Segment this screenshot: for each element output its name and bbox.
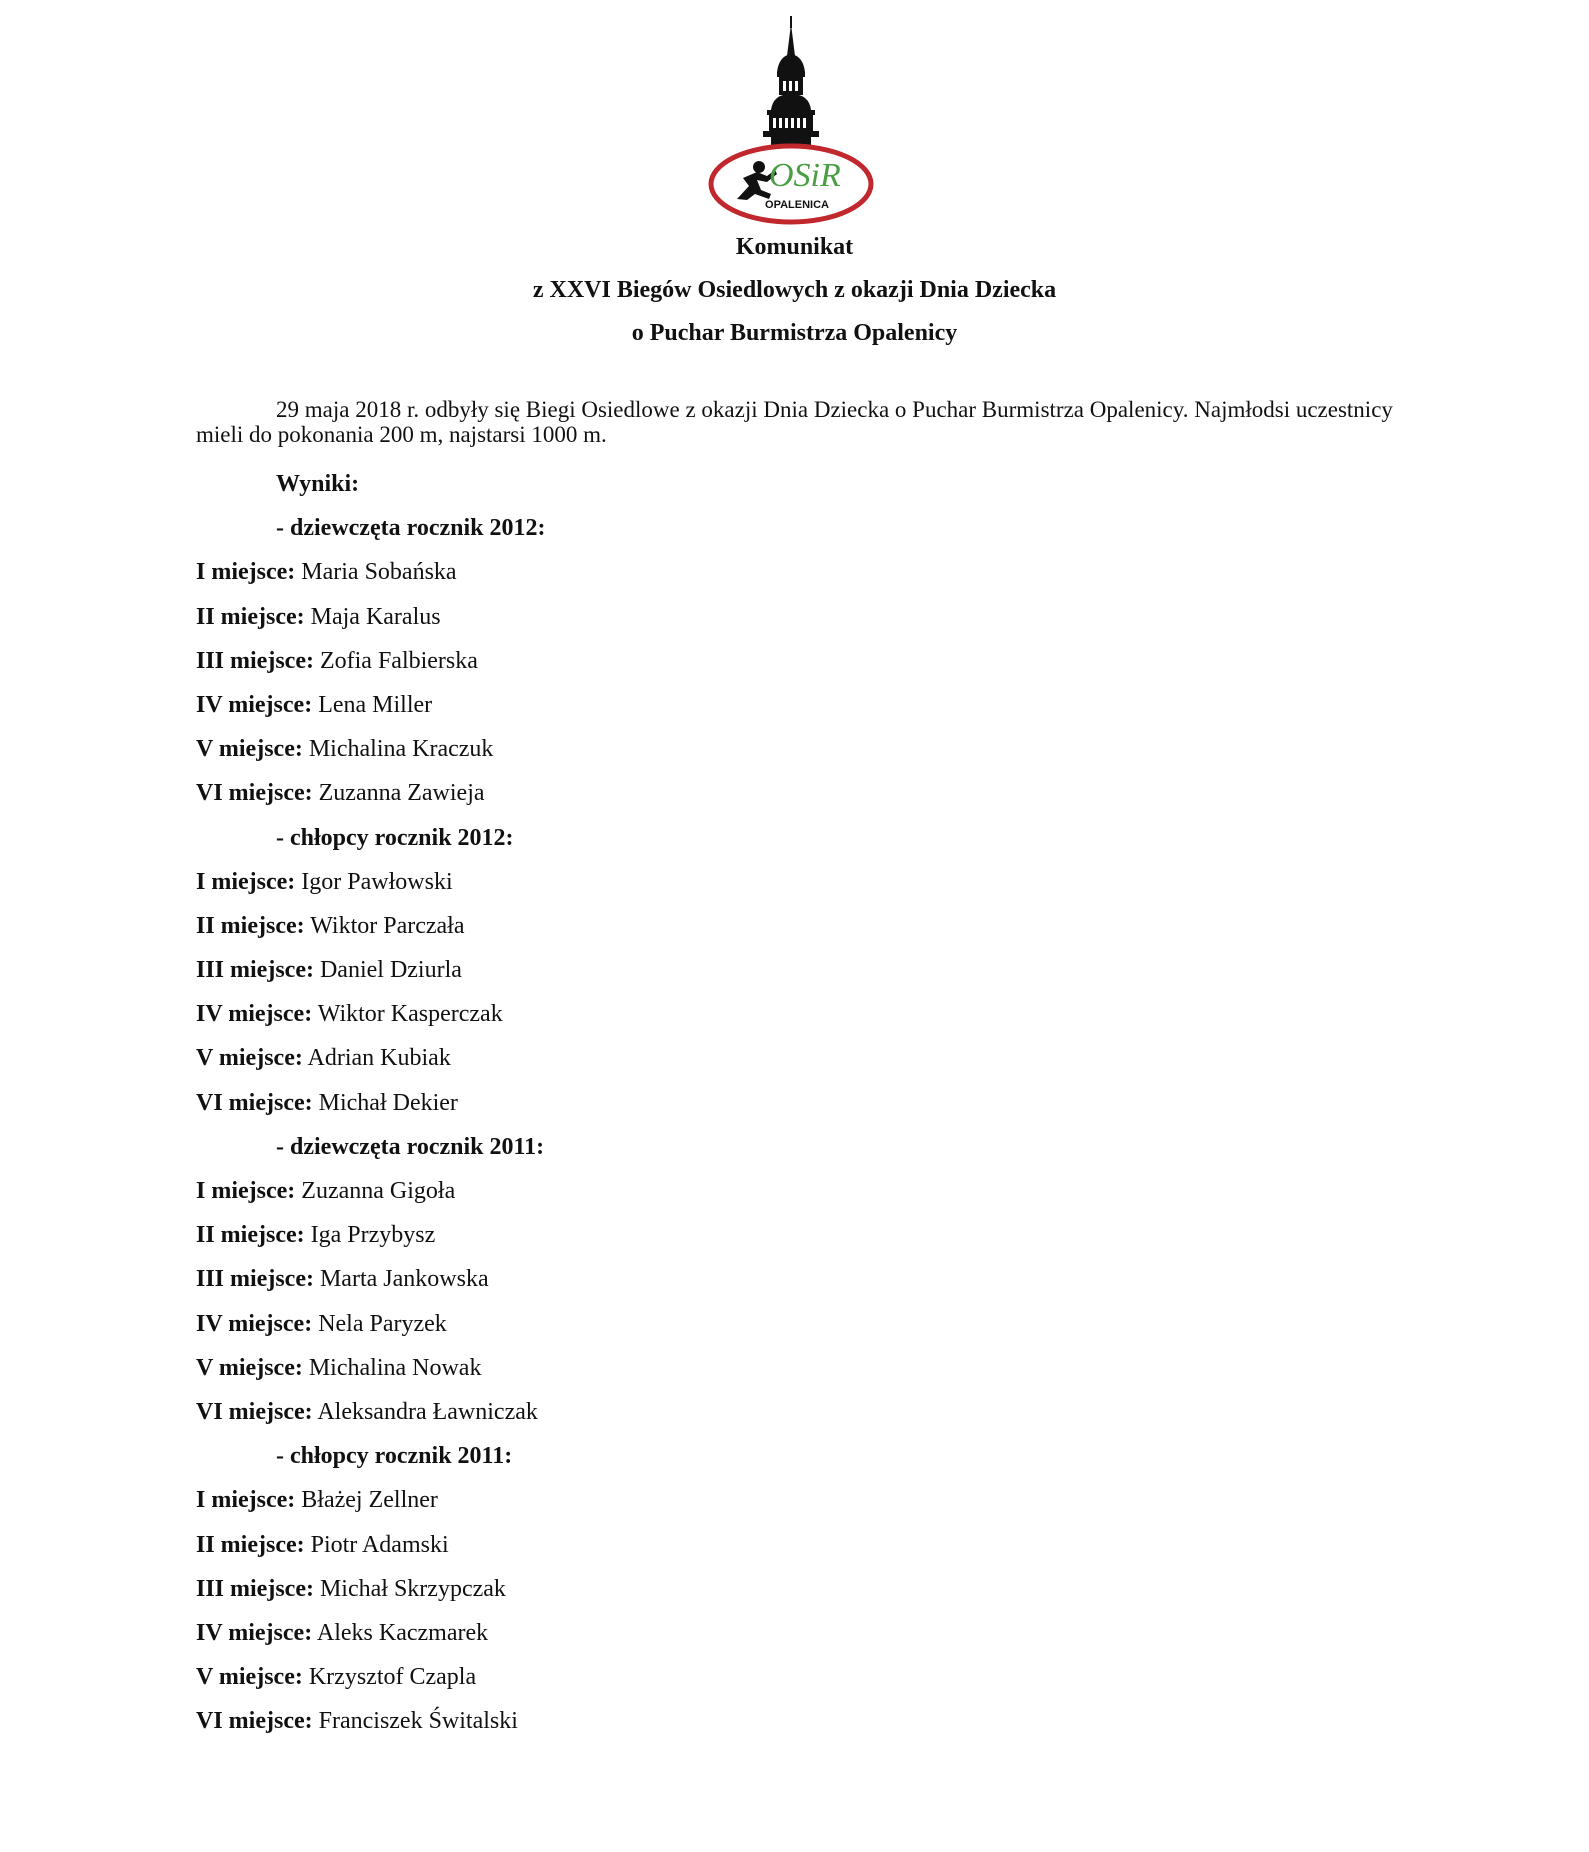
document-title: Komunikat bbox=[735, 234, 854, 260]
result-entry bbox=[196, 1310, 1296, 1354]
result-entry bbox=[196, 1619, 1296, 1663]
place-label: I miejsce: bbox=[196, 1178, 296, 1204]
result-entry bbox=[196, 1531, 1296, 1575]
athlete-name: Wiktor Parczała bbox=[310, 912, 465, 939]
athlete-name: Błażej Zellner bbox=[301, 1487, 438, 1514]
place-label: I miejsce: bbox=[196, 1487, 296, 1514]
place-label: IV miejsce: bbox=[196, 1310, 313, 1337]
result-entry bbox=[196, 779, 1296, 823]
result-entry bbox=[196, 912, 1296, 956]
place-label: V miejsce: bbox=[196, 1354, 303, 1381]
result-entry bbox=[196, 1663, 1296, 1707]
athlete-name: Krzysztof Czapla bbox=[308, 1664, 477, 1691]
place-label: II miejsce: bbox=[196, 1222, 305, 1249]
document-subtitle-2: o Puchar Burmistrza Opalenicy bbox=[631, 320, 958, 346]
osir-opalenica-logo bbox=[701, 14, 881, 236]
result-entry bbox=[196, 1707, 1296, 1751]
place-label: I miejsce: bbox=[196, 559, 296, 586]
logo-brand-text: OSiR bbox=[769, 157, 841, 194]
group-title: - chłopcy rocznik 2011: bbox=[276, 1443, 513, 1470]
group-title: - dziewczęta rocznik 2012: bbox=[276, 515, 546, 542]
athlete-name: Maria Sobańska bbox=[301, 559, 457, 586]
results-section bbox=[196, 470, 1296, 1751]
result-entry bbox=[196, 558, 1296, 602]
result-entry bbox=[196, 1486, 1296, 1530]
result-entry bbox=[196, 1000, 1296, 1044]
place-label: V miejsce: bbox=[196, 1045, 303, 1072]
result-entry bbox=[196, 1354, 1296, 1398]
place-label: III miejsce: bbox=[196, 1575, 314, 1602]
document-subtitle-1: z XXVI Biegów Osiedlowych z okazji Dnia Dziecka bbox=[532, 277, 1057, 303]
place-label: VI miejsce: bbox=[196, 1398, 313, 1425]
athlete-name: Lena Miller bbox=[318, 691, 433, 718]
result-entry bbox=[196, 1177, 1296, 1221]
place-label: I miejsce: bbox=[196, 868, 296, 895]
athlete-name: Zuzanna Zawieja bbox=[318, 780, 485, 807]
result-entry bbox=[196, 1221, 1296, 1265]
result-entry bbox=[196, 1265, 1296, 1309]
result-entry bbox=[196, 1044, 1296, 1088]
place-label: IV miejsce: bbox=[196, 1001, 313, 1028]
athlete-name: Nela Paryzek bbox=[318, 1310, 447, 1337]
athlete-name: Aleksandra Ławniczak bbox=[317, 1398, 538, 1425]
athlete-name: Michalina Nowak bbox=[308, 1354, 482, 1381]
athlete-name: Zofia Falbierska bbox=[319, 647, 478, 674]
logo-town-text: OPALENICA bbox=[765, 199, 829, 211]
athlete-name: Adrian Kubiak bbox=[307, 1045, 451, 1072]
group-title: - chłopcy rocznik 2012: bbox=[276, 824, 514, 851]
athlete-name: Zuzanna Gigoła bbox=[301, 1178, 456, 1204]
place-label: III miejsce: bbox=[196, 1266, 314, 1293]
result-entry bbox=[196, 735, 1296, 779]
athlete-name: Piotr Adamski bbox=[310, 1531, 449, 1558]
intro-paragraph: 29 maja 2018 r. odbyły się Biegi Osiedlowe z okazji Dnia Dziecka o Puchar Burmistrza Opalenicy. Najmłodsi uczestnicy mieli do pokonania 200 m, najstarsi 1000 m. bbox=[196, 397, 1393, 447]
results-heading: Wyniki: bbox=[276, 471, 360, 497]
result-entry bbox=[196, 691, 1296, 735]
athlete-name: Iga Przybysz bbox=[310, 1222, 436, 1249]
result-entry bbox=[196, 868, 1296, 912]
athlete-name: Franciszek Świtalski bbox=[318, 1708, 518, 1735]
place-label: III miejsce: bbox=[196, 647, 314, 674]
result-entry bbox=[196, 956, 1296, 1000]
result-entry bbox=[196, 1089, 1296, 1133]
place-label: II miejsce: bbox=[196, 603, 305, 630]
place-label: IV miejsce: bbox=[196, 1619, 313, 1646]
result-entry bbox=[196, 1398, 1296, 1442]
athlete-name: Michał Dekier bbox=[318, 1089, 458, 1116]
athlete-name: Aleks Kaczmarek bbox=[316, 1619, 489, 1646]
athlete-name: Michalina Kraczuk bbox=[308, 736, 494, 763]
place-label: III miejsce: bbox=[196, 957, 314, 984]
place-label: V miejsce: bbox=[196, 736, 303, 763]
athlete-name: Maja Karalus bbox=[310, 603, 441, 630]
athlete-name: Michał Skrzypczak bbox=[319, 1575, 506, 1602]
place-label: II miejsce: bbox=[196, 1531, 305, 1558]
group-title: - dziewczęta rocznik 2011: bbox=[276, 1133, 545, 1160]
result-entry bbox=[196, 1575, 1296, 1619]
athlete-name: Igor Pawłowski bbox=[301, 868, 453, 895]
place-label: VI miejsce: bbox=[196, 1708, 313, 1735]
place-label: II miejsce: bbox=[196, 912, 305, 939]
athlete-name: Wiktor Kasperczak bbox=[317, 1001, 503, 1028]
athlete-name: Daniel Dziurla bbox=[319, 957, 462, 984]
tower-logo-icon bbox=[701, 14, 881, 236]
result-entry bbox=[196, 647, 1296, 691]
place-label: IV miejsce: bbox=[196, 691, 313, 718]
athlete-name: Marta Jankowska bbox=[319, 1266, 489, 1293]
place-label: VI miejsce: bbox=[196, 780, 313, 807]
place-label: VI miejsce: bbox=[196, 1089, 313, 1116]
place-label: V miejsce: bbox=[196, 1664, 303, 1691]
result-entry bbox=[196, 603, 1296, 647]
